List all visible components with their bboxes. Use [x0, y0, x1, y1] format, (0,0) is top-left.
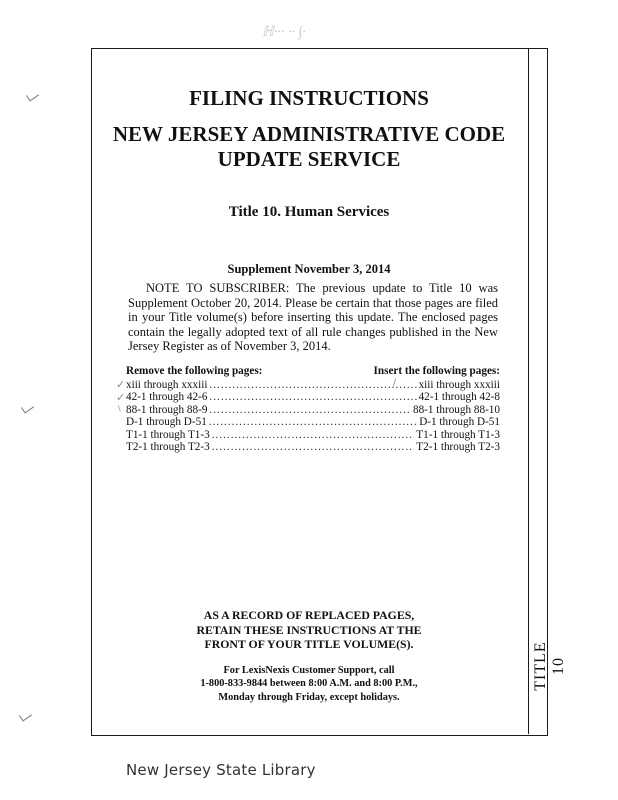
- pages-table-header: [126, 365, 500, 379]
- insert-header: Insert the following pages:: [373, 365, 500, 377]
- title-name: Title 10. Human Services: [228, 204, 390, 220]
- code-title: [92, 122, 526, 172]
- checkmark-icon: ✓: [116, 391, 126, 404]
- remove-header: Remove the following pages:: [126, 365, 263, 377]
- insert-pages: 88-1 through 88-10: [412, 403, 500, 416]
- code-title-line: NEW JERSEY ADMINISTRATIVE CODE: [112, 122, 506, 146]
- customer-support: [92, 664, 526, 704]
- remove-pages: T2-1 through T2-3: [126, 440, 210, 453]
- record-line: FRONT OF YOUR TITLE VOLUME(S).: [204, 637, 414, 651]
- table-row: [126, 441, 500, 453]
- record-line: AS A RECORD OF REPLACED PAGES,: [203, 608, 415, 622]
- insert-pages: T1-1 through T1-3: [416, 428, 500, 441]
- remove-pages: 88-1 through 88-9: [126, 403, 208, 416]
- subscriber-note-text: NOTE TO SUBSCRIBER: The previous update to Title 10 was Supplement October 20, 2014. Please be certain that those pages are filed in your Title volume(s) before inserting this update. The enclosed pages contain the legally adopted text of all rule changes published in the New Jersey Register as of November 3, 2014.: [128, 281, 498, 353]
- remove-pages: xiii through xxxiii: [126, 379, 208, 391]
- remove-pages: T1-1 through T1-3: [126, 428, 210, 441]
- checkmark-icon: /: [393, 378, 397, 388]
- table-row: [126, 416, 500, 428]
- insert-pages: 42-1 through 42-8: [418, 391, 500, 404]
- pencil-mark: [26, 89, 39, 101]
- support-line: Monday through Friday, except holidays.: [218, 691, 400, 703]
- support-line: For LexisNexis Customer Support, call: [223, 665, 395, 676]
- subscriber-note: [128, 281, 498, 354]
- handwritten-annotation: ℍ∙∙∙ ∙∙ ∫∙: [262, 25, 306, 40]
- table-row: [126, 391, 500, 403]
- checkmark-icon: ✓: [116, 378, 126, 391]
- checkmark-icon: \: [118, 404, 121, 413]
- code-title-line: UPDATE SERVICE: [217, 147, 401, 171]
- record-line: RETAIN THESE INSTRUCTIONS AT THE: [196, 622, 422, 637]
- insert-pages: D-1 through D-51: [419, 416, 500, 429]
- library-stamp: New Jersey State Library: [126, 761, 316, 779]
- document-heading: FILING INSTRUCTIONS: [189, 86, 429, 110]
- pages-table: [126, 365, 500, 453]
- table-row: [126, 404, 500, 416]
- spine-divider: [528, 48, 529, 734]
- insert-pages: xiii through xxxiii: [418, 379, 500, 391]
- support-line: 1-800-833-9844 between 8:00 A.M. and 8:00 P.M.,: [200, 678, 418, 690]
- remove-pages: D-1 through D-51: [126, 416, 207, 429]
- insert-pages: T2-1 through T2-3: [416, 440, 500, 453]
- pencil-mark: [21, 401, 34, 413]
- table-row: [126, 429, 500, 441]
- supplement-date: Supplement November 3, 2014: [227, 262, 391, 276]
- table-row: [126, 379, 500, 391]
- remove-pages: 42-1 through 42-6: [126, 391, 208, 404]
- pencil-mark: [19, 709, 32, 721]
- spine-label: TITLE 10: [532, 641, 567, 691]
- record-instructions: [92, 608, 526, 652]
